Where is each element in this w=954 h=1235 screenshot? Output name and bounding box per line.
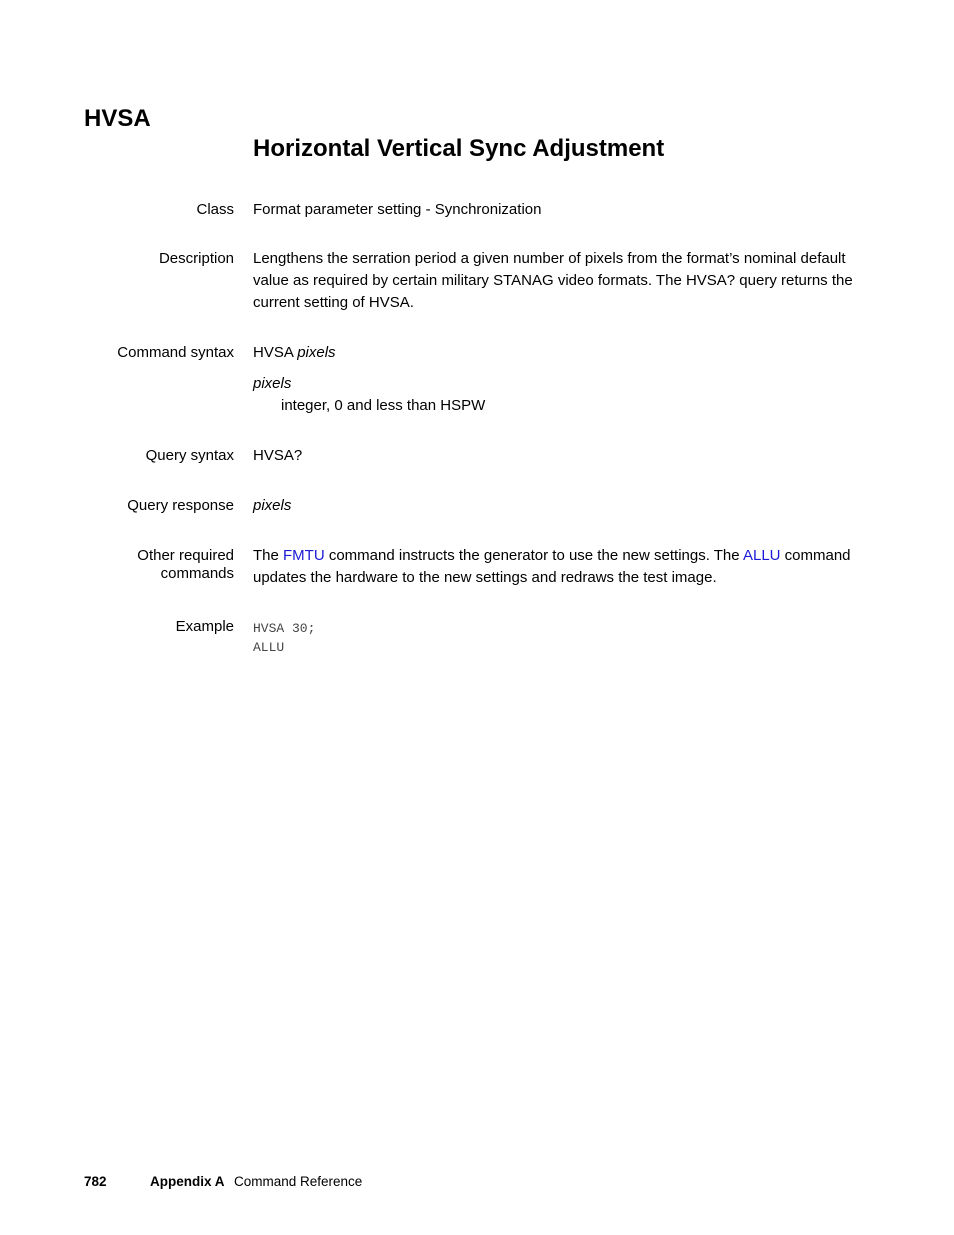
other-required-text-3: command updates the hardware to the new settings and redraws the test image. [253, 547, 851, 586]
other-required-label-line2: commands [160, 565, 234, 582]
other-required-text [253, 545, 878, 589]
command-syntax-param: pixels [297, 344, 336, 361]
command-syntax-line [253, 342, 878, 364]
class-text: Format parameter setting - Synchronization [253, 201, 542, 218]
command-name: HVSA [84, 105, 151, 132]
allu-link[interactable]: ALLU [742, 547, 781, 564]
example-code [253, 619, 878, 657]
other-required-text-2: command instructs the generator to use the new settings. The [324, 547, 743, 564]
param-name: pixels [253, 375, 292, 392]
query-syntax-text: HVSA? [253, 447, 303, 464]
query-response-label: Query response [127, 497, 234, 514]
command-syntax-label: Command syntax [117, 344, 234, 361]
param-description: integer, 0 and less than HSPW [281, 397, 486, 414]
other-required-label [64, 547, 234, 583]
example-code-line: HVSA 30; [253, 621, 316, 636]
command-title: Horizontal Vertical Sync Adjustment [253, 135, 665, 162]
command-syntax-command: HVSA [253, 344, 294, 361]
query-response-text: pixels [253, 497, 292, 514]
query-syntax-label: Query syntax [145, 447, 234, 464]
footer-appendix: Appendix A [150, 1174, 225, 1189]
example-label: Example [175, 618, 234, 635]
other-required-label-line1: Other required [137, 547, 234, 564]
page-number: 782 [84, 1174, 107, 1189]
footer-section: Command Reference [234, 1174, 363, 1189]
command-syntax-block [253, 342, 878, 417]
description-label: Description [158, 250, 234, 267]
example-code-line: ALLU [253, 640, 285, 655]
fmtu-link[interactable]: FMTU [283, 547, 325, 564]
class-label: Class [196, 201, 234, 218]
description-text: Lengthens the serration period a given number of pixels from the format’s nominal default value as required by certain military STANAG video formats. The HVSA? query returns the current setting of HVSA. [253, 250, 853, 311]
other-required-text-1: The [253, 547, 284, 564]
